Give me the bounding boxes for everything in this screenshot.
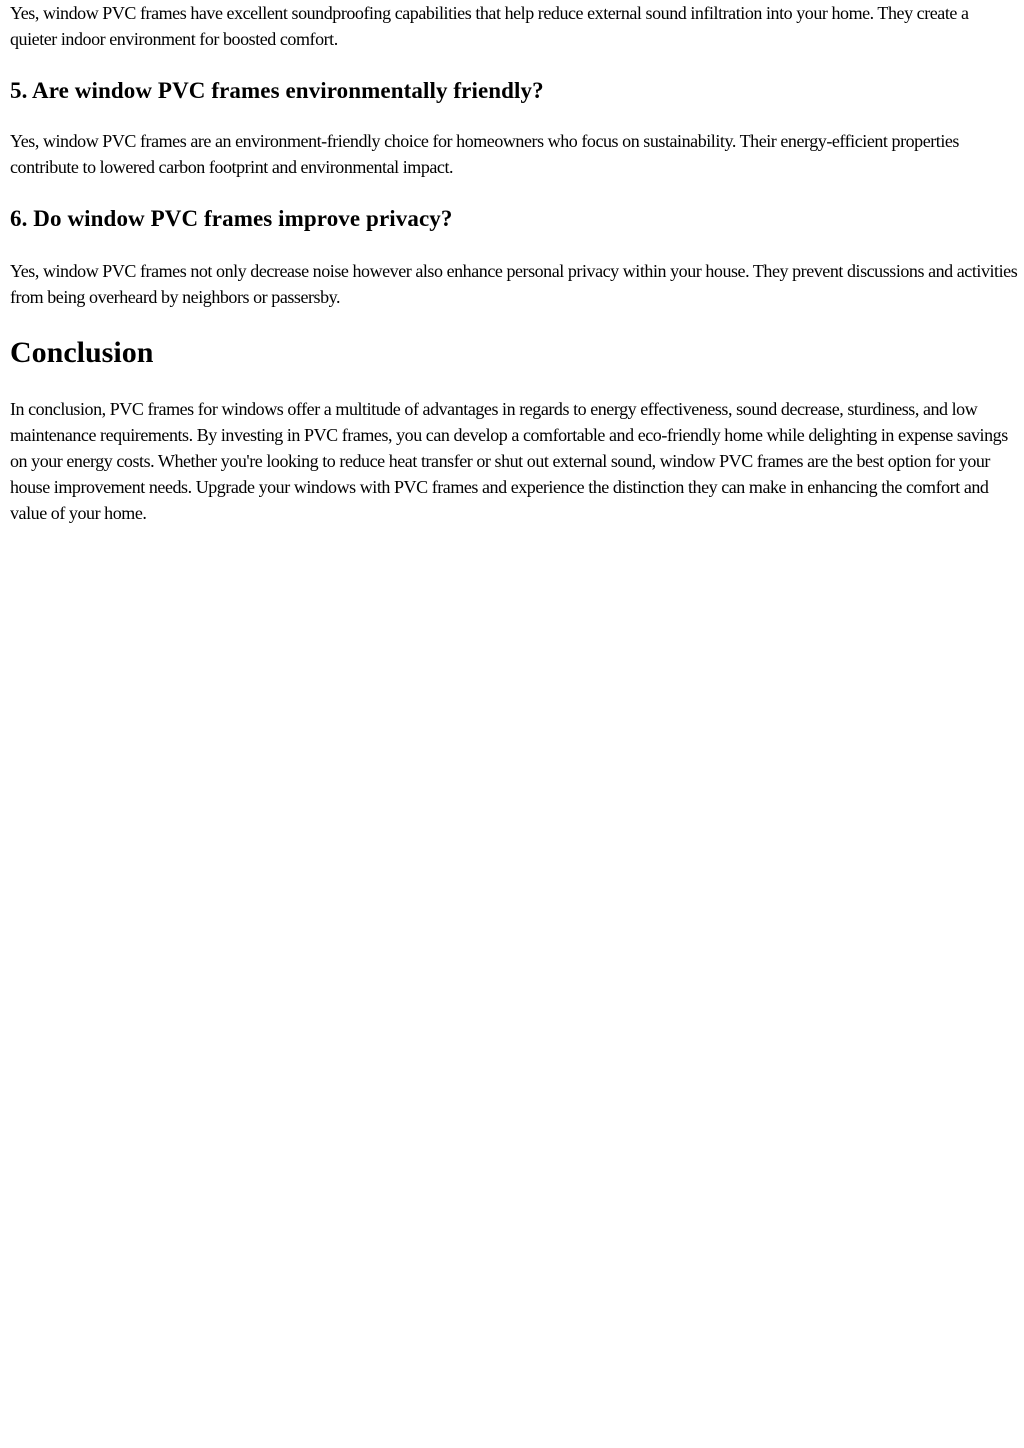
- faq-question-6-heading: 6. Do window PVC frames improve privacy?: [10, 206, 453, 231]
- faq-answer-5: Yes, window PVC frames are an environment-friendly choice for homeowners who focus on sustainability. Their energy-efficient properties contribute to lowered carbon footprint and environmental impact.: [10, 131, 959, 177]
- conclusion-paragraph: In conclusion, PVC frames for windows offer a multitude of advantages in regards to energy effectiveness, sound decrease, sturdiness, and low maintenance requirements. By investing in PVC frames, you can develop a comfortable and eco-friendly home while delighting in expense savings on your energy costs. Whether you're looking to reduce heat transfer or shut out external sound, window PVC frames are the best option for your house improvement needs. Upgrade your windows with PVC frames and experience the distinction they can make in enhancing the comfort and value of your home.: [10, 399, 1008, 523]
- soundproofing-answer: Yes, window PVC frames have excellent soundproofing capabilities that help reduce external sound infiltration into your home. They create a quieter indoor environment for boosted comfort.: [10, 3, 969, 49]
- faq-question-5-heading: 5. Are window PVC frames environmentally friendly?: [10, 78, 544, 103]
- conclusion-heading: Conclusion: [10, 336, 154, 369]
- faq-answer-6: Yes, window PVC frames not only decrease noise however also enhance personal privacy within your house. They prevent discussions and activities from being overheard by neighbors or passersby.: [10, 261, 1018, 307]
